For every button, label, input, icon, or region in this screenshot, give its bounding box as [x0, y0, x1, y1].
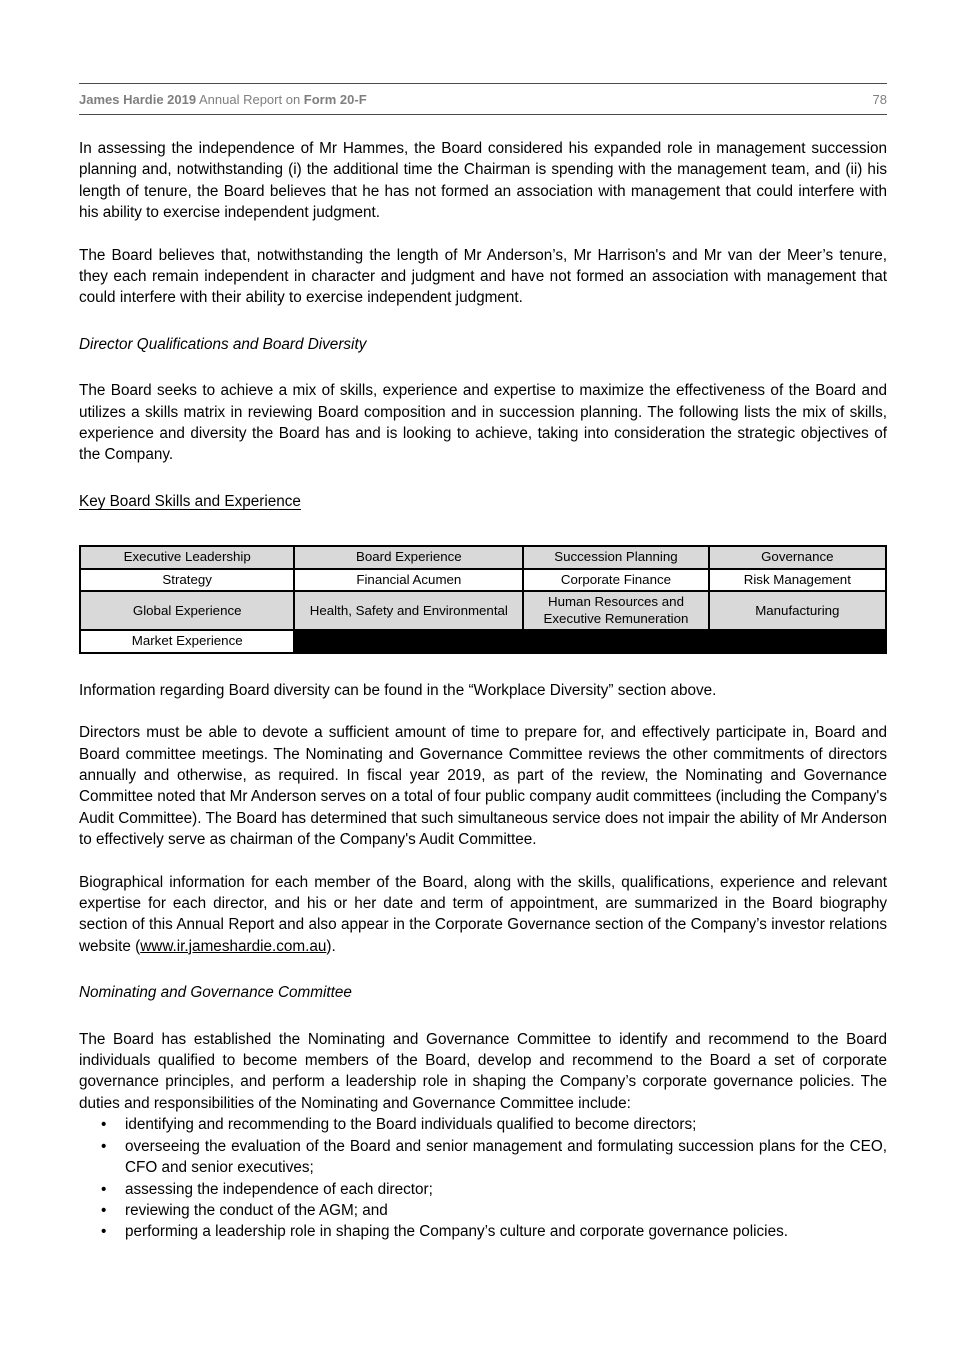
- skills-cell: Risk Management: [709, 569, 886, 592]
- skills-table: [79, 545, 887, 654]
- skills-cell: Global Experience: [80, 591, 294, 630]
- skills-cell: Manufacturing: [709, 591, 886, 630]
- skills-cell: Executive Leadership: [80, 546, 294, 569]
- header-title: [79, 92, 367, 107]
- list-item: [79, 1200, 887, 1221]
- bullet-icon: •: [101, 1201, 107, 1219]
- skills-cell: Market Experience: [80, 630, 294, 653]
- skills-table-row: [80, 630, 886, 653]
- paragraph-committee-duties-intro: The Board has established the Nominating and Governance Committee to identify and recommend to the Board individuals qualified to become members of the Board, develop and recommend to the Board a set of corporate governance principles, and perform a leadership role in shaping the Company’s corporate governance policies. The duties and responsibilities of the Nominating and Governance Committee include:: [79, 1030, 887, 1112]
- running-header: [79, 83, 887, 115]
- skills-cell: Board Experience: [294, 546, 523, 569]
- biographical-text-pre: Biographical information for each member of the Board, along with the skills, qualifications, experience and relevant expertise for each director, and his or her date and term of appointment, are summarized in the Board biography section of this Annual Report and also appear in the Corporate Governance section of the Company’s investor relations website (: [79, 873, 887, 955]
- committee-duties-list: [79, 1114, 887, 1242]
- page-content: [79, 0, 887, 1243]
- skills-cell: Health, Safety and Environmental: [294, 591, 523, 630]
- bullet-icon: •: [101, 1137, 107, 1155]
- list-item-text: assessing the independence of each director;: [125, 1180, 433, 1198]
- skills-table-row: [80, 569, 886, 592]
- list-item-text: overseeing the evaluation of the Board and senior management and formulating succession plans for the CEO, CFO and senior executives;: [125, 1137, 887, 1177]
- paragraph-independence-hammes: In assessing the independence of Mr Hammes, the Board considered his expanded role in management succession planning and, notwithstanding (i) the additional time the Chairman is spending with the management team, and (ii) his length of tenure, the Board believes that he has not formed an association with management that could interfere with his ability to exercise independent judgment.: [79, 140, 887, 222]
- paragraph-board-diversity-reference: Information regarding Board diversity can be found in the “Workplace Diversity” section above.: [79, 681, 717, 699]
- skills-cell: Corporate Finance: [523, 569, 708, 592]
- header-title-report: James Hardie 2019: [79, 91, 197, 107]
- heading-director-qualifications: Director Qualifications and Board Diversity: [79, 335, 367, 353]
- paragraph-director-time-commitments: Directors must be able to devote a sufficient amount of time to prepare for, and effectively participate in, Board and Board committee meetings. The Nominating and Governance Committee reviews the other commitments of directors annually and otherwise, as required. In fiscal year 2019, as part of the review, the Nominating and Governance Committee noted that Mr Anderson serves on a total of four public company audit committees (including the Company's Audit Committee). The Board has determined that such simultaneous service does not impair the ability of Mr Anderson to effectively serve as chairman of the Company's Audit Committee.: [79, 724, 887, 849]
- paragraph-biographical-information: [79, 872, 887, 958]
- bullet-icon: •: [101, 1223, 107, 1241]
- investor-relations-link[interactable]: www.ir.jameshardie.com.au: [140, 937, 327, 955]
- header-row: [79, 84, 887, 114]
- page-number: 78: [872, 91, 887, 107]
- paragraph-skills-matrix: The Board seeks to achieve a mix of skills, experience and expertise to maximize the effectiveness of the Board and utilizes a skills matrix in reviewing Board composition and in succession planning. The following lists the mix of skills, experience and diversity the Board has and is looking to achieve, taking into consideration the strategic objectives of the Company.: [79, 382, 887, 464]
- list-item: [79, 1136, 887, 1179]
- skills-table-row: [80, 546, 886, 569]
- list-item: [79, 1179, 887, 1200]
- black-filled-cell: [294, 630, 886, 653]
- document-body: [79, 115, 887, 1243]
- skills-cell: Succession Planning: [523, 546, 708, 569]
- list-item: [79, 1114, 887, 1135]
- heading-nominating-governance-committee: Nominating and Governance Committee: [79, 984, 352, 1002]
- list-item-text: reviewing the conduct of the AGM; and: [125, 1201, 388, 1219]
- paragraph-independence-tenure: The Board believes that, notwithstanding the length of Mr Anderson’s, Mr Harrison's and Mr van der Meer’s tenure, they each remain independent in character and judgment and have not formed an association with management that could interfere with their ability to exercise independent judgment.: [79, 246, 887, 307]
- bullet-icon: •: [101, 1116, 107, 1134]
- header-title-middle: Annual Report on: [196, 91, 304, 107]
- skills-cell: Strategy: [80, 569, 294, 592]
- list-item: [79, 1221, 887, 1242]
- skills-table-row: [80, 591, 886, 630]
- heading-key-board-skills: Key Board Skills and Experience: [79, 492, 301, 510]
- skills-cell: Human Resources and Executive Remuneration: [523, 591, 708, 630]
- skills-cell: Governance: [709, 546, 886, 569]
- header-title-form: Form 20-F: [303, 91, 367, 107]
- biographical-text-post: ).: [326, 937, 336, 955]
- skills-cell: Financial Acumen: [294, 569, 523, 592]
- list-item-text: performing a leadership role in shaping the Company’s culture and corporate governance policies.: [125, 1223, 788, 1241]
- list-item-text: identifying and recommending to the Board individuals qualified to become directors;: [125, 1116, 697, 1134]
- bullet-icon: •: [101, 1180, 107, 1198]
